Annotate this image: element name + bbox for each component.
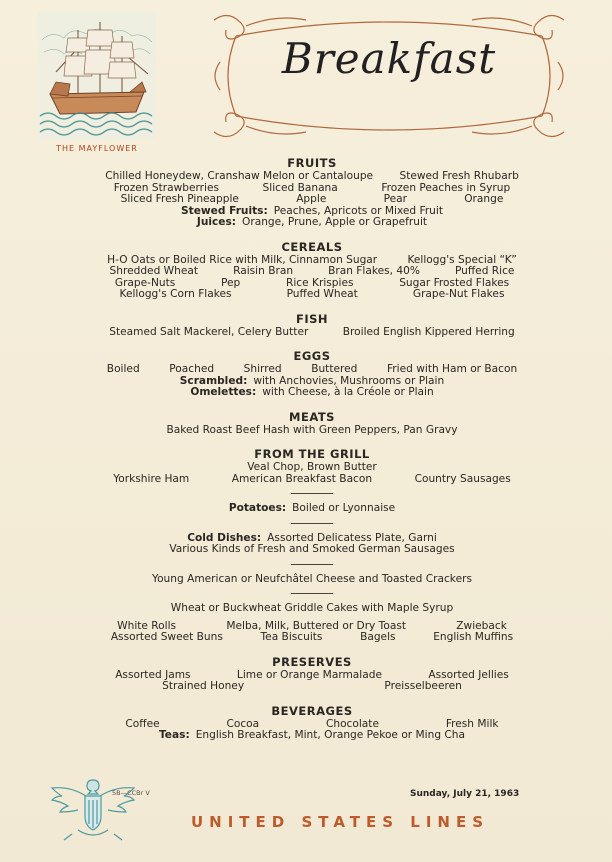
menu-line: [92, 266, 532, 278]
menu-item: Sliced Banana: [262, 181, 338, 194]
menu-item: Pear: [383, 193, 407, 205]
menu-item: Tea Biscuits: [260, 631, 323, 643]
menu-line: [92, 603, 532, 615]
menu-item: Shirred: [243, 363, 282, 375]
menu-line: [92, 462, 532, 474]
menu-item: Fried with Ham or Bacon: [386, 363, 518, 375]
menu-item: Coffee: [125, 717, 160, 730]
cold-dishes-label: Cold Dishes:: [187, 531, 262, 544]
menu-line: [92, 574, 532, 586]
section-heading-meats: MEATS: [289, 409, 335, 424]
menu-item: Zwieback: [456, 619, 507, 632]
menu-item: Baked Roast Beef Hash with Green Peppers, Pan Gravy: [166, 423, 458, 436]
menu-item: Grape-Nuts: [114, 276, 176, 289]
omelettes-label: Omelettes:: [190, 386, 257, 398]
menu-line: [92, 730, 532, 742]
menu-item: Stewed Fresh Rhubarb: [399, 170, 519, 182]
scrambled-label: Scrambled:: [179, 374, 248, 387]
page-title: Breakfast: [281, 34, 497, 83]
divider: [291, 493, 333, 494]
menu-line: [92, 327, 532, 339]
menu-item: Sugar Frosted Flakes: [399, 276, 510, 289]
menu-item: Steamed Salt Mackerel, Celery Butter: [109, 325, 309, 338]
menu-item: Strained Honey: [162, 680, 245, 692]
menu-item: Boiled or Lyonnaise: [292, 502, 396, 514]
menu-item: with Cheese, à la Créole or Plain: [262, 386, 434, 398]
stewed-fruits-label: Stewed Fruits:: [181, 204, 268, 217]
menu-item: Puffed Rice: [454, 265, 515, 277]
divider: [291, 564, 333, 565]
menu-line: [92, 364, 532, 376]
divider: [291, 523, 333, 524]
section-heading-cereals: CEREALS: [281, 239, 343, 254]
menu-item: Broiled English Kippered Herring: [342, 325, 515, 338]
menu-item: Sliced Fresh Pineapple: [120, 193, 239, 205]
ship-caption: THE MAYFLOWER: [56, 144, 138, 153]
menu-line: [92, 289, 532, 301]
juices-label: Juices:: [196, 216, 237, 228]
menu-item: Assorted Jellies: [428, 668, 509, 681]
menu-item: Assorted Jams: [115, 668, 191, 681]
menu-item: Assorted Delicatess Plate, Garni: [267, 531, 437, 544]
menu-line: [92, 670, 532, 682]
menu-item: Lime or Orange Marmalade: [236, 668, 382, 681]
menu-item: Assorted Sweet Buns: [110, 631, 223, 643]
section-heading-beverages: BEVERAGES: [271, 703, 353, 718]
menu-item: Bran Flakes, 40%: [328, 265, 420, 277]
menu-item: Orange: [464, 193, 504, 205]
menu-item: Bagels: [360, 631, 396, 643]
menu-item: Frozen Strawberries: [113, 181, 219, 194]
menu-item: Frozen Peaches in Syrup: [381, 181, 511, 194]
menu-item: Chocolate: [325, 717, 379, 730]
section-heading-grill: FROM THE GRILL: [254, 447, 370, 461]
menu-line: [92, 544, 532, 556]
menu-item: Orange, Prune, Apple or Grapefruit: [242, 216, 428, 228]
menu-line: [92, 387, 532, 399]
menu-item: Rice Krispies: [286, 276, 354, 289]
menu-item: English Breakfast, Mint, Orange Pekoe or Ming Cha: [195, 729, 466, 741]
menu-item: Pep: [221, 276, 241, 289]
menu-item: Kellogg's Corn Flakes: [119, 288, 232, 300]
section-heading-preserves: PRESERVES: [272, 654, 352, 669]
print-code: 5B—CCBr V: [112, 789, 150, 797]
menu-item: Melba, Milk, Buttered or Dry Toast: [226, 619, 407, 632]
divider: [291, 593, 333, 594]
menu-line: [92, 171, 532, 183]
menu-item: Grape-Nut Flakes: [412, 288, 505, 300]
menu-date: Sunday, July 21, 1963: [410, 789, 520, 799]
menu-line: [92, 474, 532, 486]
menu-item: H-O Oats or Boiled Rice with Milk, Cinnamon Sugar: [107, 253, 378, 266]
menu-line: [92, 503, 532, 515]
menu-item: Kellogg's Special “K”: [407, 253, 517, 266]
menu-item: with Anchovies, Mushrooms or Plain: [253, 374, 445, 387]
company-name: UNITED STATES LINES: [190, 813, 490, 831]
menu-item: Poached: [169, 363, 215, 375]
menu-item: Yorkshire Ham: [113, 472, 190, 485]
menu-item: Veal Chop, Brown Butter: [247, 461, 377, 473]
mayflower-ship-illustration: [38, 12, 156, 140]
menu-line: [92, 194, 532, 206]
menu-line: [92, 425, 532, 437]
menu-line: [92, 632, 532, 644]
menu-item: American Breakfast Bacon: [231, 472, 373, 485]
section-heading-fruits: FRUITS: [287, 156, 337, 170]
menu-item: Buttered: [311, 363, 358, 375]
menu-item: Wheat or Buckwheat Griddle Cakes with Maple Syrup: [170, 602, 454, 614]
menu-item: Preisselbeeren: [384, 680, 462, 692]
potatoes-label: Potatoes:: [228, 502, 287, 514]
menu-item: Raisin Bran: [233, 265, 294, 277]
menu-item: Apple: [296, 193, 327, 205]
menu-item: White Rolls: [117, 619, 177, 632]
menu-line: [92, 681, 532, 693]
section-heading-fish: FISH: [295, 311, 329, 326]
section-heading-eggs: EGGS: [293, 349, 331, 363]
menu-item: Boiled: [106, 363, 140, 375]
menu-item: Peaches, Apricots or Mixed Fruit: [273, 204, 443, 217]
teas-label: Teas:: [158, 729, 190, 741]
menu-item: English Muffins: [433, 631, 514, 643]
menu-content: [92, 156, 532, 742]
menu-item: Shredded Wheat: [109, 265, 199, 277]
menu-item: Young American or Neufchâtel Cheese and Toasted Crackers: [152, 572, 472, 585]
menu-item: Chilled Honeydew, Cranshaw Melon or Cantaloupe: [105, 170, 374, 182]
menu-item: Puffed Wheat: [286, 288, 358, 300]
eagle-emblem: [48, 770, 138, 846]
menu-line: [92, 217, 532, 229]
menu-item: Cocoa: [226, 717, 260, 730]
menu-item: Fresh Milk: [445, 717, 499, 730]
menu-item: Various Kinds of Fresh and Smoked German Sausages: [169, 543, 455, 555]
menu-item: Country Sausages: [414, 472, 511, 485]
